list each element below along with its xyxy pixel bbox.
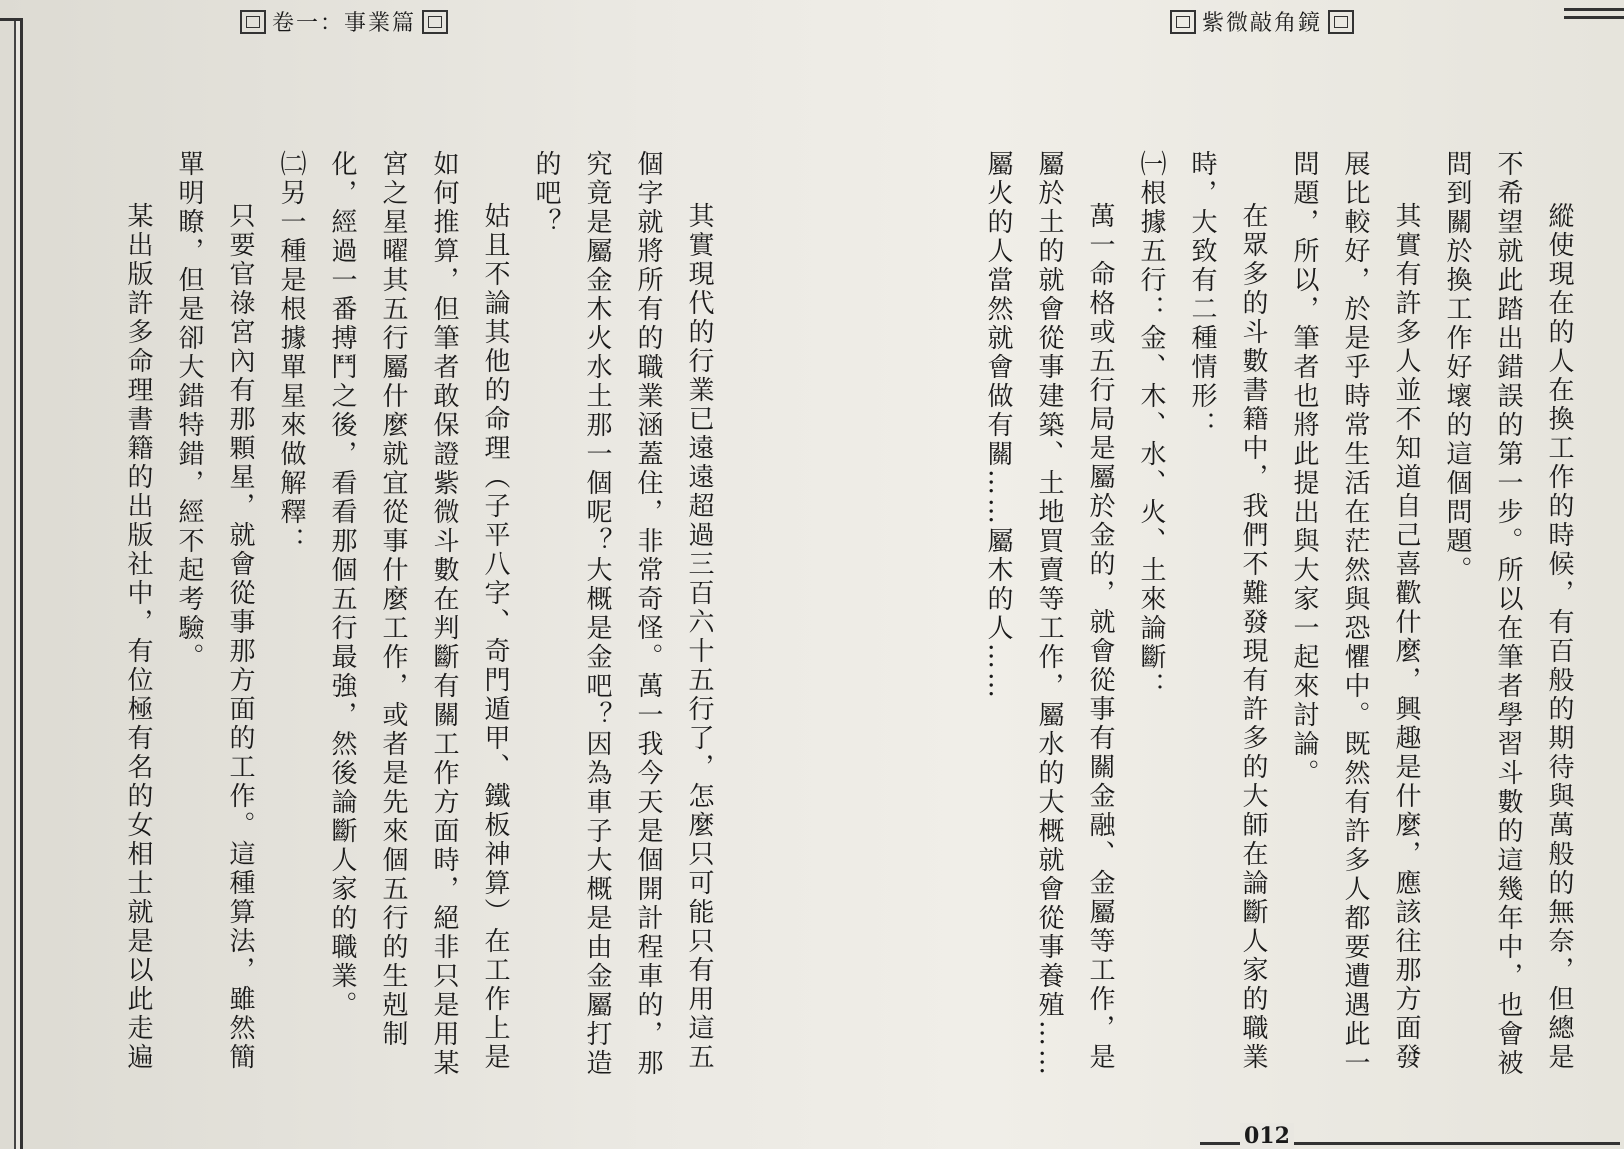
text-line: 縱使現在的人在換工作的時候，有百般的期待與萬般的無奈，但總是 [1544,202,1574,1072]
header-left-title: 卷一：事業篇 [272,11,417,36]
page-number: 012 [1240,1123,1294,1149]
text-line: 姑且不論其他的命理（子平八字、奇門遁甲、鐵板神算）在工作上是 [480,202,510,1072]
running-header-left [240,6,448,37]
page-border-right [1564,0,1624,40]
text-line: 單明瞭，但是卻大錯特錯，經不起考驗。 [174,150,204,672]
text-line: 在眾多的斗數書籍中，我們不難發現有許多的大師在論斷人家的職業 [1238,202,1268,1072]
text-line: 的吧？ [531,150,561,237]
text-line: 問題，所以，筆者也將此提出與大家一起來討論。 [1289,150,1319,788]
left-page-body [112,150,724,1110]
text-line: 展比較好，於是乎時常生活在茫然與恐懼中。既然有許多人都要遭遇此一 [1340,150,1370,1078]
header-ornament-icon [1170,10,1196,34]
text-line: 其實有許多人並不知道自己喜歡什麼，興趣是什麼，應該往那方面發 [1391,202,1421,1072]
text-line: 萬一命格或五行局是屬於金的，就會從事有關金融、金屬等工作，是 [1085,202,1115,1072]
text-line: 問到關於換工作好壞的這個問題。 [1442,150,1472,585]
text-line: 不希望就此踏出錯誤的第一步。所以在筆者學習斗數的這幾年中，也會被 [1493,150,1523,1078]
text-line: 時，大致有二種情形： [1187,150,1217,440]
text-line: 宮之星曜其五行屬什麼就宜從事什麼工作，或者是先來個五行的生剋制 [378,150,408,1049]
text-line: ㈡另一種是根據單星來做解釋： [276,150,306,556]
text-line: 屬於土的就會從事建築、土地買賣等工作，屬水的大概就會從事養殖…… [1034,150,1064,1078]
text-line: 化，經過一番搏鬥之後，看看那個五行最強，然後論斷人家的職業。 [327,150,357,1020]
text-line: 如何推算，但筆者敢保證紫微斗數在判斷有關工作方面時，絕非只是用某 [429,150,459,1078]
header-ornament-icon [422,10,448,34]
text-line: ㈠根據五行：金、木、水、火、土來論斷： [1136,150,1166,701]
text-line: 究竟是屬金木火水土那一個呢？大概是金吧？因為車子大概是由金屬打造 [582,150,612,1078]
text-line: 個字就將所有的職業涵蓋住，非常奇怪。萬一我今天是個開計程車的，那 [633,150,663,1078]
text-line: 屬火的人當然就會做有關……屬木的人…… [983,150,1013,701]
header-ornament-icon [1328,10,1354,34]
text-line: 某出版許多命理書籍的出版社中，有位極有名的女相士就是以此走遍 [123,202,153,1072]
running-header-right [1170,6,1354,37]
header-ornament-icon [240,10,266,34]
text-line: 其實現代的行業已遠遠超過三百六十五行了，怎麼只可能只有用這五 [684,202,714,1072]
right-page-body [972,150,1584,1110]
text-line: 只要官祿宮內有那顆星，就會從事那方面的工作。這種算法，雖然簡 [225,202,255,1072]
page-border-left [0,18,23,1149]
header-right-title: 紫微敲角鏡 [1202,11,1323,36]
